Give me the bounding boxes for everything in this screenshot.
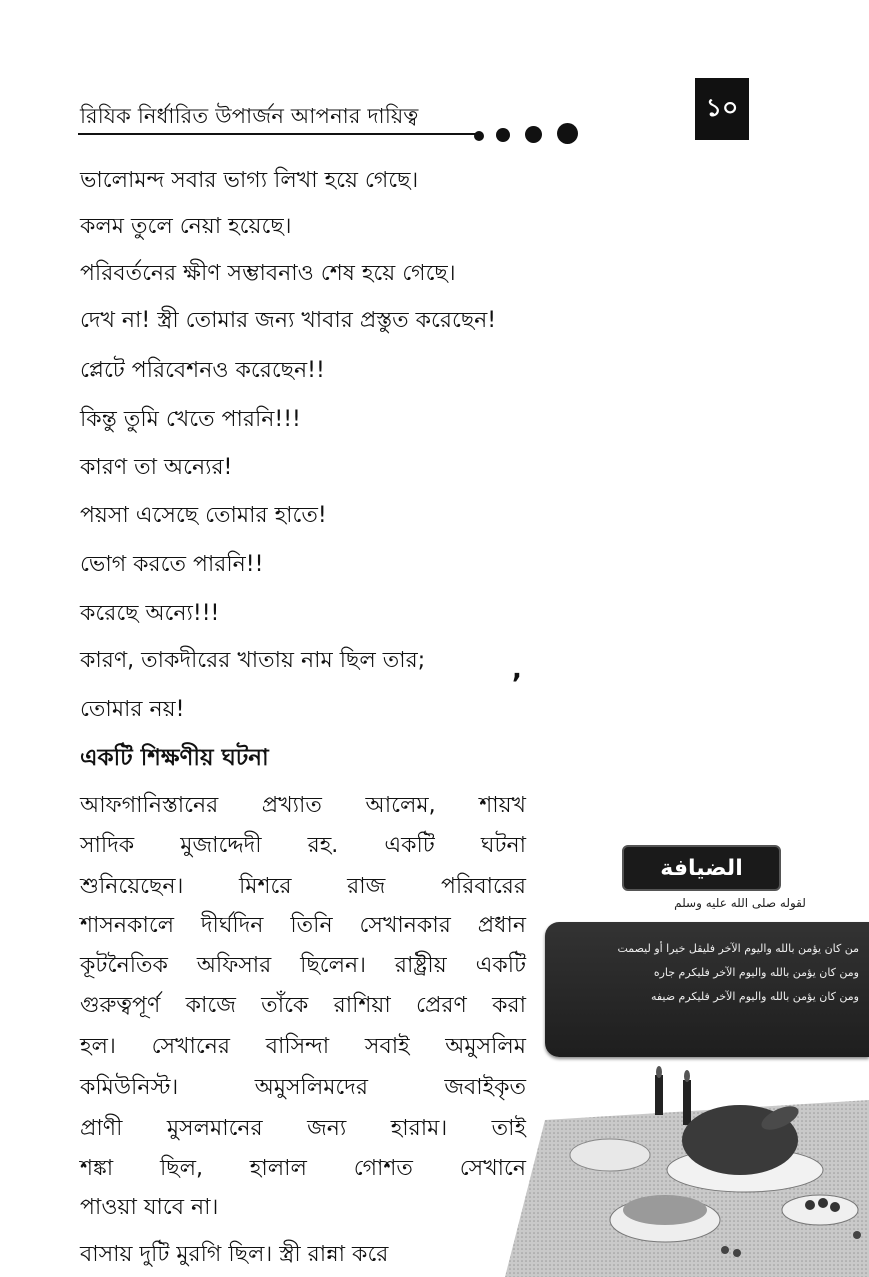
verse-line: ভালোমন্দ সবার ভাগ্য লিখা হয়ে গেছে।	[80, 168, 419, 193]
hadith-line: ومن كان يؤمن بالله واليوم الآخر فليكرم ضيفه	[650, 990, 859, 1003]
bowl	[570, 1139, 650, 1171]
candle	[683, 1080, 691, 1125]
dot-icon	[557, 123, 578, 144]
verse-line: দেখ না! স্ত্রী তোমার জন্য খাবার প্রস্তুত করেছেন!	[80, 308, 497, 333]
verse-line: কলম তুলে নেয়া হয়েছে।	[80, 214, 292, 239]
hadith-line: من كان يؤمن بالله واليوم الآخر فليقل خيرا أو ليصمت	[617, 942, 859, 955]
verse-line: পয়সা এসেছে তোমার হাতে!	[80, 503, 327, 528]
illustration-banner: الضيافة	[622, 845, 781, 891]
verse-line: তোমার নয়!	[80, 697, 185, 722]
running-head-title: রিযিক নির্ধারিত উপার্জন আপনার দায়িত্ব	[80, 104, 419, 128]
paragraph-line: পাওয়া যাবে না।	[80, 1195, 219, 1220]
paragraph-line: শুনিয়েছেন। মিশরে রাজ পরিবারের	[80, 874, 526, 899]
dot-icon	[474, 131, 484, 141]
paragraph-line: কমিউনিস্ট। অমুসলিমদের জবাইকৃত	[80, 1075, 526, 1100]
paragraph-line: শঙ্কা ছিল, হালাল গোশত সেখানে	[80, 1156, 526, 1181]
candle	[655, 1075, 663, 1115]
dinner-table-image	[505, 1060, 869, 1277]
verse-line: প্লেটে পরিবেশনও করেছেন!!	[80, 358, 325, 383]
flame-icon	[656, 1066, 662, 1078]
verse-line: কিন্তু তুমি খেতে পারনি!!!	[80, 407, 301, 432]
running-head-rule	[78, 133, 478, 135]
verse-line: করেছে অন্যে!!!	[80, 601, 220, 626]
paragraph-line: গুরুত্বপূর্ণ কাজে তাঁকে রাশিয়া প্রেরণ করা	[80, 993, 526, 1018]
dot-icon	[496, 128, 510, 142]
hadith-box	[545, 922, 869, 1057]
paragraph-line: সাদিক মুজাদ্দেদী রহ. একটি ঘটনা	[80, 833, 526, 858]
verse-line: কারণ তা অন্যের!	[80, 455, 233, 480]
paragraph-line: শাসনকালে দীর্ঘদিন তিনি সেখানকার প্রধান	[80, 913, 526, 938]
paragraph-line: কূটনৈতিক অফিসার ছিলেন। রাষ্ট্রীয় একটি	[80, 953, 526, 978]
hadith-line: ومن كان يؤمن بالله واليوم الآخر فليكرم جاره	[653, 966, 859, 979]
page-number: ১০	[695, 78, 749, 140]
comma-mark: ,	[512, 655, 522, 685]
illustration-subtitle: لقوله صلى الله عليه وسلم	[674, 896, 806, 910]
paragraph-line: আফগানিস্তানের প্রখ্যাত আলেম, শায়খ	[80, 793, 526, 818]
paragraph-line: প্রাণী মুসলমানের জন্য হারাম। তাই	[80, 1116, 526, 1141]
section-heading: একটি শিক্ষণীয় ঘটনা	[80, 745, 269, 771]
pie	[623, 1195, 707, 1225]
hospitality-illustration	[505, 830, 869, 1277]
verse-line: কারণ, তাকদীরের খাতায় নাম ছিল তার;	[80, 648, 426, 673]
dot-icon	[525, 126, 542, 143]
verse-line: ভোগ করতে পারনি!!	[80, 552, 264, 577]
flame-icon	[684, 1070, 690, 1082]
verse-line: পরিবর্তনের ক্ষীণ সম্ভাবনাও শেষ হয়ে গেছে।	[80, 261, 456, 286]
paragraph-line: হল। সেখানের বাসিন্দা সবাই অমুসলিম	[80, 1034, 526, 1059]
paragraph-line: বাসায় দুটি মুরগি ছিল। স্ত্রী রান্না করে	[80, 1242, 389, 1267]
